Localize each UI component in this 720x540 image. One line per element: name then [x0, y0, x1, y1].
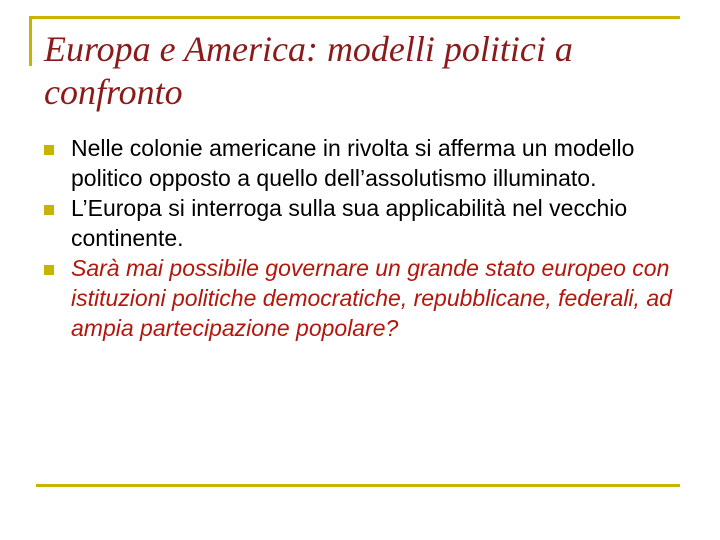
frame-top-line: [29, 16, 680, 19]
frame-bottom-line: [36, 484, 680, 487]
square-bullet-icon: [44, 145, 54, 155]
bullet-item: [44, 133, 694, 193]
square-bullet-icon: [44, 205, 54, 215]
slide-title: Europa e America: modelli politici a confronto: [44, 29, 573, 112]
bullet-text: Sarà mai possibile governare un grande stato europeo con istituzioni politiche democratiche, repubblicane, federali, ad ampia partecipazione popolare?: [71, 255, 672, 341]
bullet-item: [44, 193, 694, 253]
bullet-text: L’Europa si interroga sulla sua applicabilità nel vecchio continente.: [71, 195, 628, 251]
bullet-text: Nelle colonie americane in rivolta si afferma un modello politico opposto a quello dell’assolutismo illuminato.: [71, 135, 635, 191]
bullet-item-question: [44, 253, 694, 343]
square-bullet-icon: [44, 265, 54, 275]
bullet-list: [44, 133, 694, 343]
frame-left-line: [29, 16, 32, 66]
